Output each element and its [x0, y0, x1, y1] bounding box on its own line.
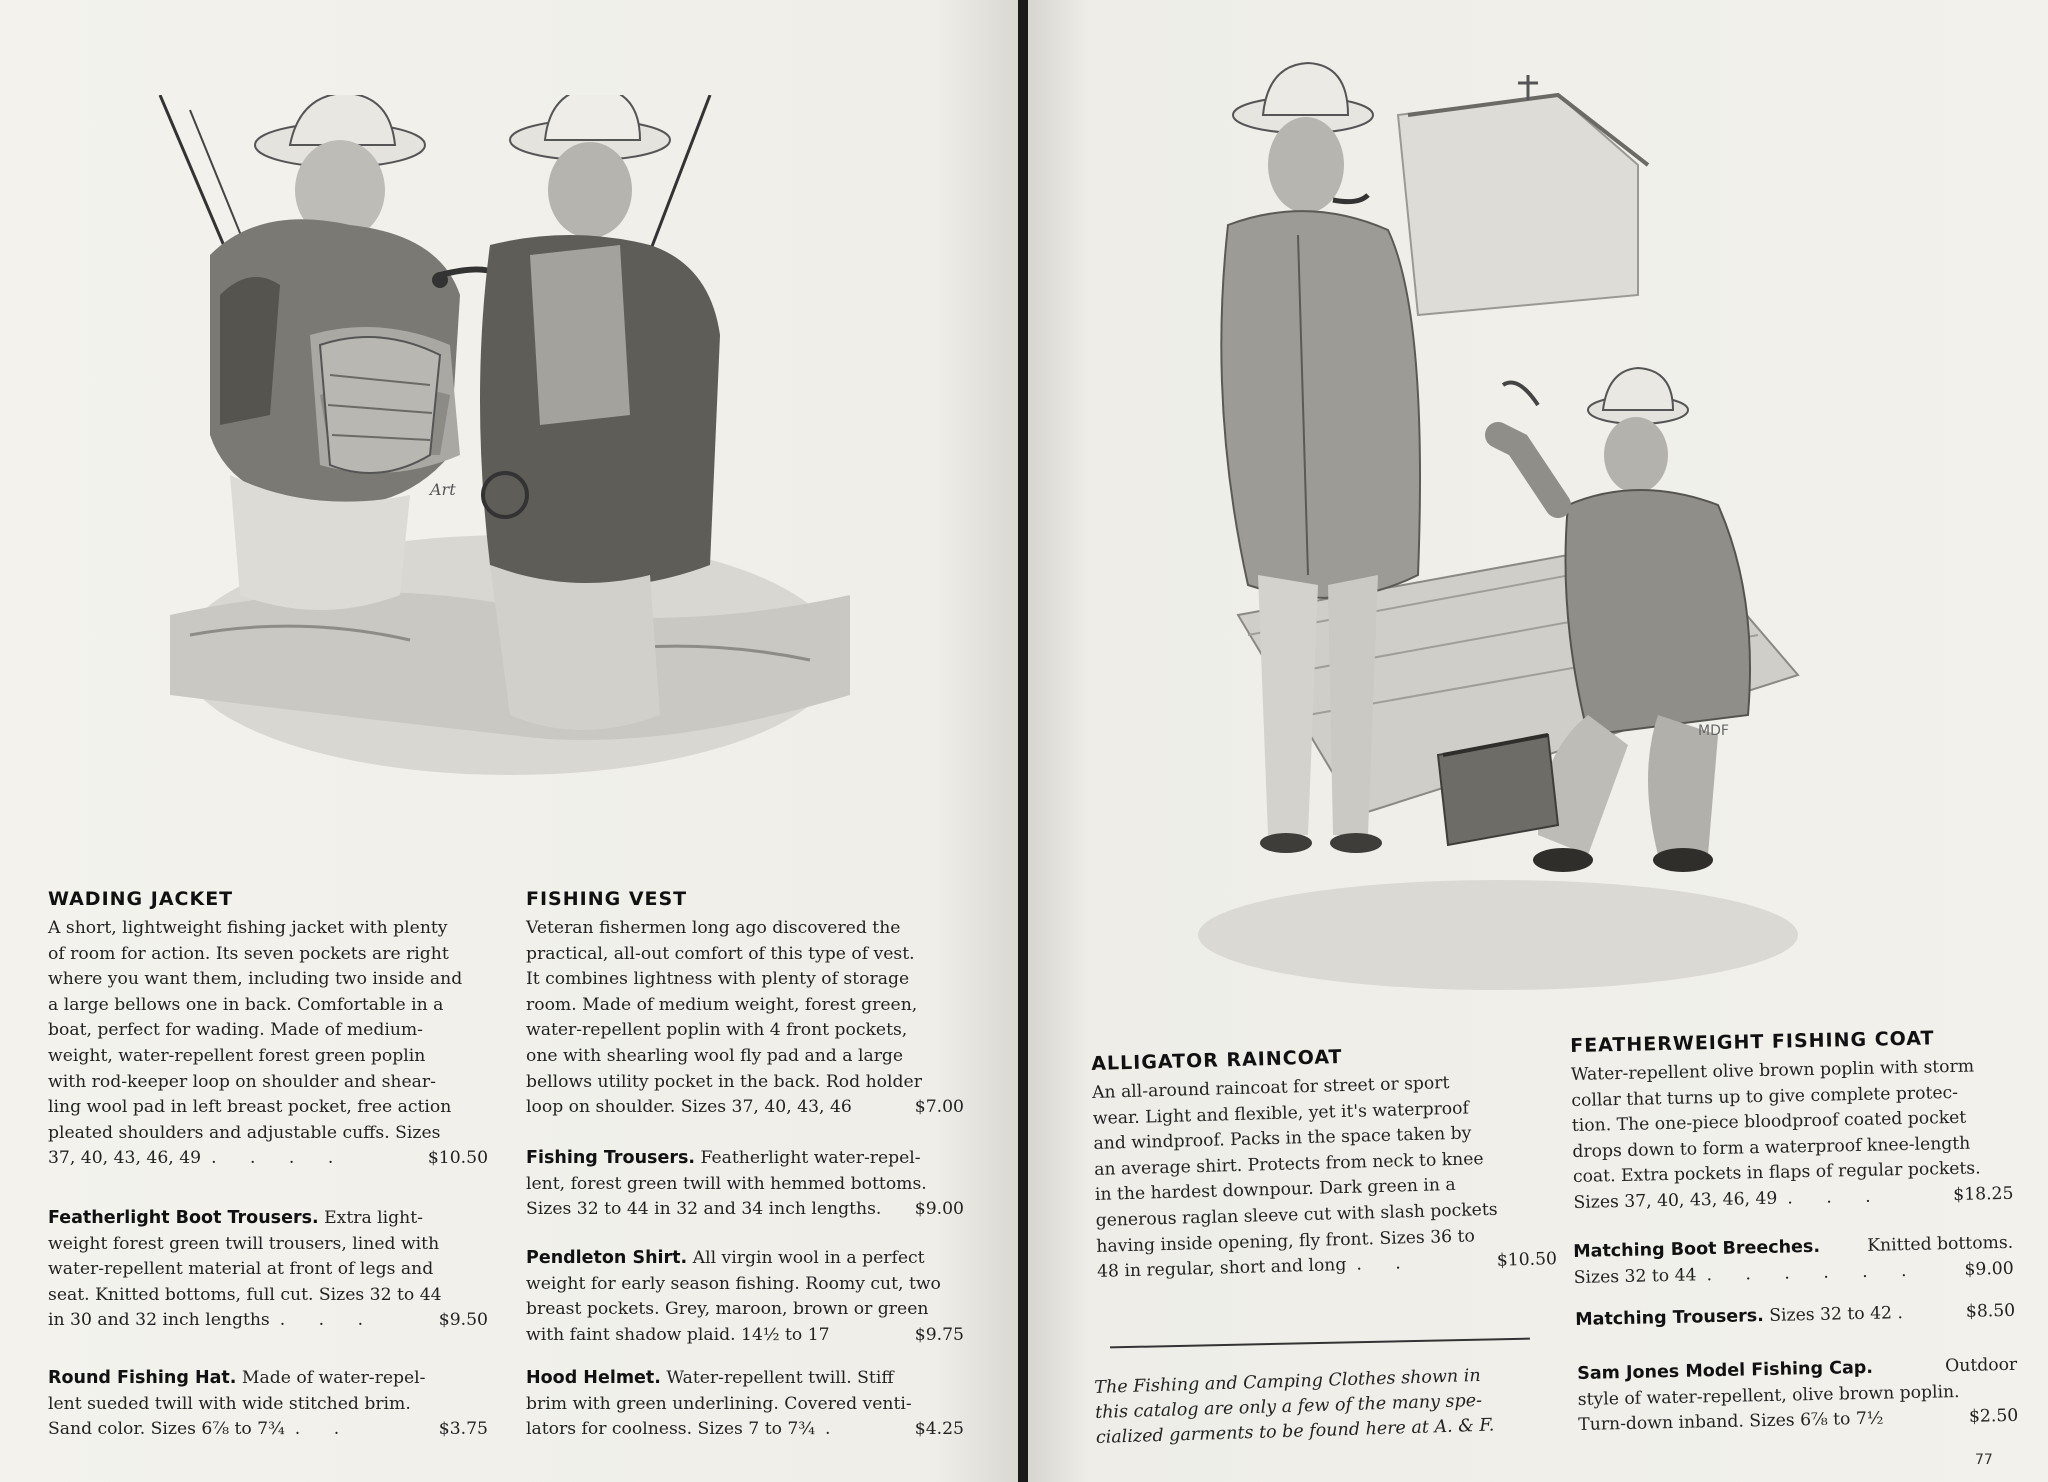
sizes-text: loop on shoulder. Sizes 37, 40, 43, 46 — [526, 1097, 852, 1118]
wading-jacket-description — [48, 916, 488, 1172]
matching-trousers-section — [1575, 1299, 2015, 1334]
anglers-drawing — [150, 95, 870, 815]
body-line: room. Made of medium weight, forest green, — [526, 994, 918, 1015]
body-line: an average shirt. Protects from neck to knee — [1093, 1148, 1484, 1180]
price: $9.75 — [914, 1324, 964, 1345]
body-line: A short, lightweight fishing jacket with plenty — [48, 918, 448, 938]
body-line: water-repellent poplin with 4 front pockets, — [526, 1020, 908, 1041]
page-number: 77 — [1975, 1452, 1993, 1468]
svg-text:MDF: MDF — [1698, 723, 1729, 739]
boot-breeches-section — [1573, 1231, 2014, 1291]
body-line: Knitted bottoms. — [1867, 1232, 2014, 1256]
body-line: pleated shoulders and adjustable cuffs. Sizes — [48, 1122, 441, 1143]
price: $8.50 — [1965, 1300, 2016, 1322]
sizes-text: 37, 40, 43, 46, 49 — [48, 1148, 202, 1169]
price: $2.50 — [1968, 1405, 2019, 1427]
leader-dots: . . . — [1787, 1186, 1885, 1209]
price: $10.50 — [1496, 1249, 1558, 1271]
price: $9.00 — [914, 1199, 964, 1220]
body-line: ling wool pad in left breast pocket, free action — [48, 1097, 452, 1118]
alligator-raincoat-description — [1092, 1068, 1558, 1286]
wading-anglers-illustration — [150, 95, 870, 815]
hood-helmet-title: Hood Helmet. — [526, 1368, 661, 1388]
fishing-vest-description — [526, 916, 964, 1121]
body-line: weight for early season fishing. Roomy cut, two — [526, 1273, 941, 1294]
body-line: Featherlight water-repel- — [700, 1148, 921, 1168]
pendleton-shirt-section — [526, 1246, 964, 1348]
price: $9.00 — [1964, 1258, 2014, 1280]
body-line: wear. Light and flexible, yet it's waterproof — [1092, 1098, 1470, 1129]
body-line: water-repellent material at front of legs and — [48, 1259, 434, 1280]
wading-jacket-section — [48, 888, 488, 1172]
price-line — [48, 1146, 488, 1172]
body-line: in the hardest downpour. Dark green in a — [1094, 1175, 1456, 1206]
leader-dots: . . — [294, 1419, 354, 1440]
alligator-raincoat-title: ALLIGATOR RAINCOAT — [1091, 1045, 1343, 1075]
section-divider — [1110, 1338, 1530, 1349]
body-line: Water-repellent olive brown poplin with storm — [1570, 1056, 1975, 1085]
price: $9.50 — [438, 1310, 488, 1331]
price-line — [526, 1197, 964, 1223]
body-line: bellows utility pocket in the back. Rod holder — [526, 1071, 922, 1092]
price: $3.75 — [438, 1419, 488, 1440]
raincoat-dock-illustration — [1118, 55, 1878, 1015]
sizes-text: lators for coolness. Sizes 7 to 7¾ — [526, 1419, 816, 1440]
pendleton-shirt-title: Pendleton Shirt. — [526, 1248, 688, 1268]
hood-helmet-description — [526, 1366, 964, 1443]
boot-trousers-title: Featherlight Boot Trousers. — [48, 1208, 319, 1228]
round-hat-title: Round Fishing Hat. — [48, 1368, 237, 1388]
round-hat-description — [48, 1366, 488, 1443]
body-line: Made of water-repel- — [241, 1368, 426, 1388]
body-line: Veteran fishermen long ago discovered the — [526, 918, 901, 938]
body-line: boat, perfect for wading. Made of medium- — [48, 1020, 423, 1041]
sizes-text: Sizes 37, 40, 43, 46, 49 — [1573, 1188, 1778, 1213]
leader-dots: . . . . — [211, 1148, 348, 1169]
leader-dots: . . . — [279, 1310, 378, 1331]
body-line: generous raglan sleeve cut with slash pockets — [1095, 1199, 1498, 1231]
fishing-coat-title: FEATHERWEIGHT FISHING COAT — [1570, 1027, 1935, 1057]
sizes-text: Turn-down inband. Sizes 6⅞ to 7½ — [1578, 1408, 1884, 1436]
pendleton-shirt-description — [526, 1246, 964, 1348]
boot-breeches-title: Matching Boot Breeches. — [1573, 1236, 1821, 1262]
book-gutter — [1018, 0, 1028, 1482]
body-line: practical, all-out comfort of this type of vest. — [526, 943, 915, 964]
body-line: of room for action. Its seven pockets are right — [48, 943, 449, 964]
wading-jacket-title: WADING JACKET — [48, 888, 234, 910]
body-line: with rod-keeper loop on shoulder and shear- — [48, 1071, 436, 1092]
sizes-text: 48 in regular, short and long — [1096, 1255, 1347, 1283]
fishing-trousers-description — [526, 1146, 964, 1223]
body-line: Extra light- — [324, 1208, 423, 1228]
sizes-text: Sizes 32 to 44 — [1573, 1265, 1697, 1288]
fishing-vest-title: FISHING VEST — [526, 888, 688, 910]
fishing-vest-section — [526, 888, 964, 1121]
body-line: seat. Knitted bottoms, full cut. Sizes 32 to 44 — [48, 1284, 442, 1305]
hood-helmet-section — [526, 1366, 964, 1443]
body-line: drops down to form a waterproof knee-length — [1572, 1133, 1971, 1162]
body-line: Water-repellent twill. Stiff — [666, 1368, 894, 1388]
body-line: All virgin wool in a perfect — [692, 1248, 925, 1268]
fishing-cap-description — [1577, 1353, 2019, 1439]
dock-drawing — [1118, 55, 1878, 1015]
fishing-coat-section — [1570, 1026, 2014, 1217]
matching-trousers-description — [1575, 1299, 2015, 1334]
sizes-text: Sand color. Sizes 6⅞ to 7¾ — [48, 1419, 285, 1440]
fishing-coat-description — [1571, 1054, 2014, 1217]
body-line: weight, water-repellent forest green poplin — [48, 1045, 426, 1066]
note-line: The Fishing and Camping Clothes shown in — [1094, 1365, 1481, 1398]
price: $18.25 — [1953, 1183, 2014, 1205]
fishing-trousers-section — [526, 1146, 964, 1223]
body-line: having inside opening, fly front. Sizes 36 to — [1096, 1225, 1476, 1257]
body-line: and windproof. Packs in the space taken by — [1093, 1123, 1472, 1155]
body-line: collar that turns up to give complete protec- — [1571, 1082, 1959, 1111]
catalog-note — [1094, 1361, 1566, 1451]
body-line: coat. Extra pockets in flaps of regular pockets. — [1572, 1158, 1981, 1188]
fishing-cap-title: Sam Jones Model Fishing Cap. — [1577, 1357, 1874, 1384]
body-line: It combines lightness with plenty of storage — [526, 969, 910, 990]
body-line: weight forest green twill trousers, lined with — [48, 1233, 440, 1254]
body-line: An all-around raincoat for street or sport — [1091, 1073, 1450, 1103]
note-line: cialized garments to be found here at A. & F. — [1095, 1415, 1495, 1448]
fishing-cap-section — [1577, 1353, 2019, 1439]
body-line: lent sueded twill with wide stitched brim. — [48, 1393, 411, 1414]
leader-dots: . . — [1356, 1253, 1416, 1275]
body-line: breast pockets. Grey, maroon, brown or green — [526, 1299, 929, 1320]
price-line — [48, 1308, 488, 1334]
body-line: one with shearling wool fly pad and a large — [526, 1045, 904, 1066]
right-catalog-page — [1028, 0, 2048, 1482]
body-line: tion. The one-piece bloodproof coated pocket — [1571, 1107, 1967, 1137]
matching-trousers-title: Matching Trousers. — [1575, 1306, 1765, 1330]
price: $10.50 — [427, 1148, 488, 1169]
body-line: lent, forest green twill with hemmed bottoms. — [526, 1173, 927, 1194]
leader-dots: . — [825, 1419, 845, 1440]
svg-text:Art: Art — [430, 480, 456, 499]
price-line — [48, 1417, 488, 1443]
alligator-raincoat-section — [1091, 1040, 1557, 1286]
sizes-text: Sizes 32 to 44 in 32 and 34 inch lengths. — [526, 1199, 882, 1220]
boot-trousers-description — [48, 1206, 488, 1334]
price: $7.00 — [914, 1097, 964, 1118]
round-hat-section — [48, 1366, 488, 1443]
price-line — [526, 1417, 964, 1443]
leader-dots: . . . . . . — [1706, 1260, 1921, 1285]
fishing-trousers-title: Fishing Trousers. — [526, 1148, 696, 1168]
body-line: brim with green underlining. Covered venti- — [526, 1393, 912, 1414]
body-line: where you want them, including two inside and — [48, 969, 463, 990]
body-line: style of water-repellent, olive brown poplin. — [1577, 1381, 1960, 1410]
note-line: this catalog are only a few of the many spe- — [1094, 1390, 1483, 1423]
sizes-text: with faint shadow plaid. 14½ to 17 — [526, 1324, 830, 1345]
sizes-text: in 30 and 32 inch lengths — [48, 1310, 270, 1331]
boot-trousers-section — [48, 1206, 488, 1334]
body-line: Outdoor — [1944, 1354, 2018, 1377]
price-line — [526, 1095, 964, 1121]
left-catalog-page — [0, 0, 1018, 1482]
body-line: a large bellows one in back. Comfortable in a — [48, 994, 444, 1015]
price: $4.25 — [914, 1419, 964, 1440]
sizes-text: Sizes 32 to 42 . — [1769, 1303, 1904, 1326]
price-line — [526, 1323, 964, 1349]
boot-breeches-description — [1573, 1231, 2014, 1291]
